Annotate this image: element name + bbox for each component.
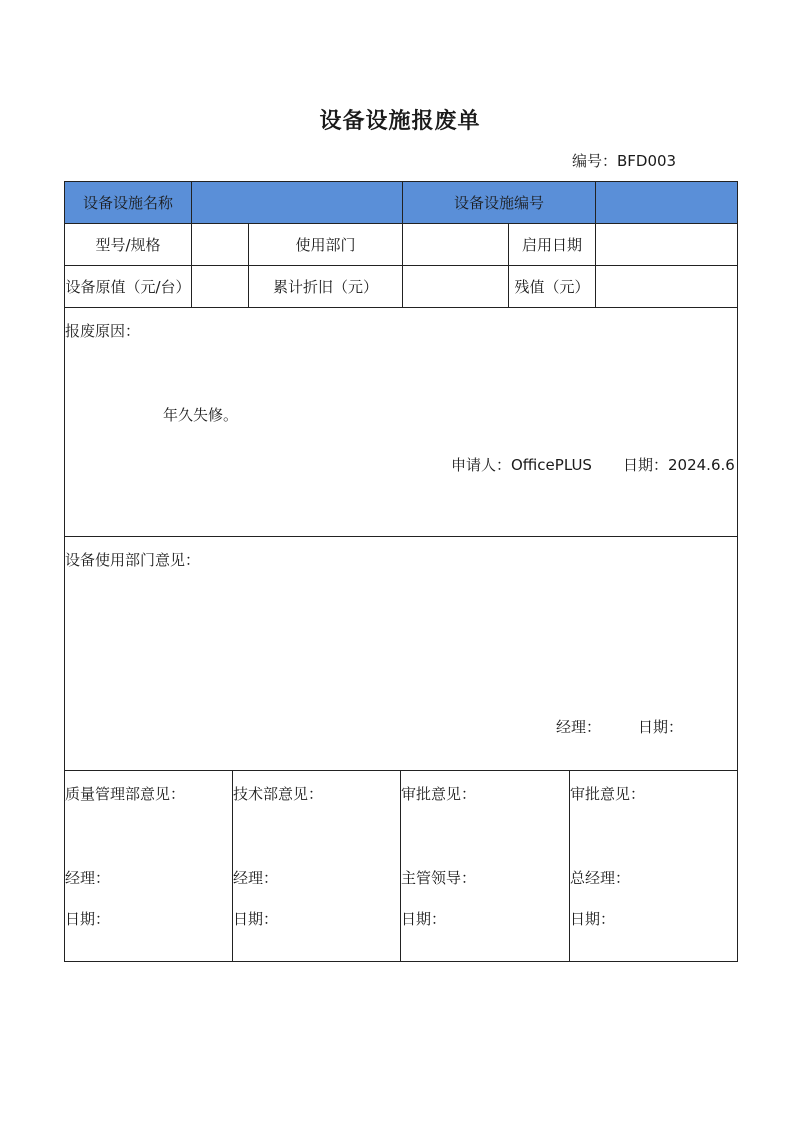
approval-date: 日期： [401,910,447,928]
approval-title: 技术部意见： [233,785,324,803]
equipment-number-field[interactable] [595,181,738,224]
department-opinion-label: 设备使用部门意见： [65,551,201,569]
approval-opinion-supervisor [400,770,570,962]
application-date: 日期：2024.6.6 [623,456,735,474]
approval-signer: 经理： [65,869,111,887]
applicant: 申请人：OfficePLUS [451,456,592,474]
approval-title: 审批意见： [570,785,646,803]
model-spec-field[interactable] [191,223,249,266]
equipment-number-label: 设备设施编号 [402,181,596,224]
using-department-field[interactable] [402,223,509,266]
accumulated-depreciation-field[interactable] [402,265,509,308]
start-date-field[interactable] [595,223,738,266]
scrap-reason-label: 报废原因： [65,322,141,340]
tech-dept-opinion [232,770,401,962]
start-date-label: 启用日期 [508,223,596,266]
scrap-form-table [64,181,738,962]
form-title: 设备设施报废单 [319,109,481,134]
approval-signer: 经理： [233,869,279,887]
accumulated-depreciation-label: 累计折旧（元） [248,265,403,308]
scrap-reason-section [64,307,738,537]
quality-dept-opinion [64,770,233,962]
equipment-name-label: 设备设施名称 [64,181,192,224]
original-value-field[interactable] [191,265,249,308]
approval-date: 日期： [233,910,279,928]
approval-signer: 总经理： [570,869,631,887]
original-value-label: 设备原值（元/台） [64,265,192,308]
equipment-name-field[interactable] [191,181,403,224]
document-number: 编号：BFD003 [572,152,677,170]
approval-signer: 主管领导： [401,869,477,887]
approval-date: 日期： [570,910,616,928]
approval-date: 日期： [65,910,111,928]
approval-title: 审批意见： [401,785,477,803]
department-opinion-section [64,536,738,771]
model-spec-label: 型号/规格 [64,223,192,266]
approval-opinion-general-manager [569,770,738,962]
department-manager-signature: 经理： [556,718,602,736]
residual-value-label: 残值（元） [508,265,596,308]
approval-title: 质量管理部意见： [65,785,186,803]
residual-value-field[interactable] [595,265,738,308]
using-department-label: 使用部门 [248,223,403,266]
scrap-reason-text: 年久失修。 [163,406,239,424]
department-opinion-date: 日期： [638,718,684,736]
